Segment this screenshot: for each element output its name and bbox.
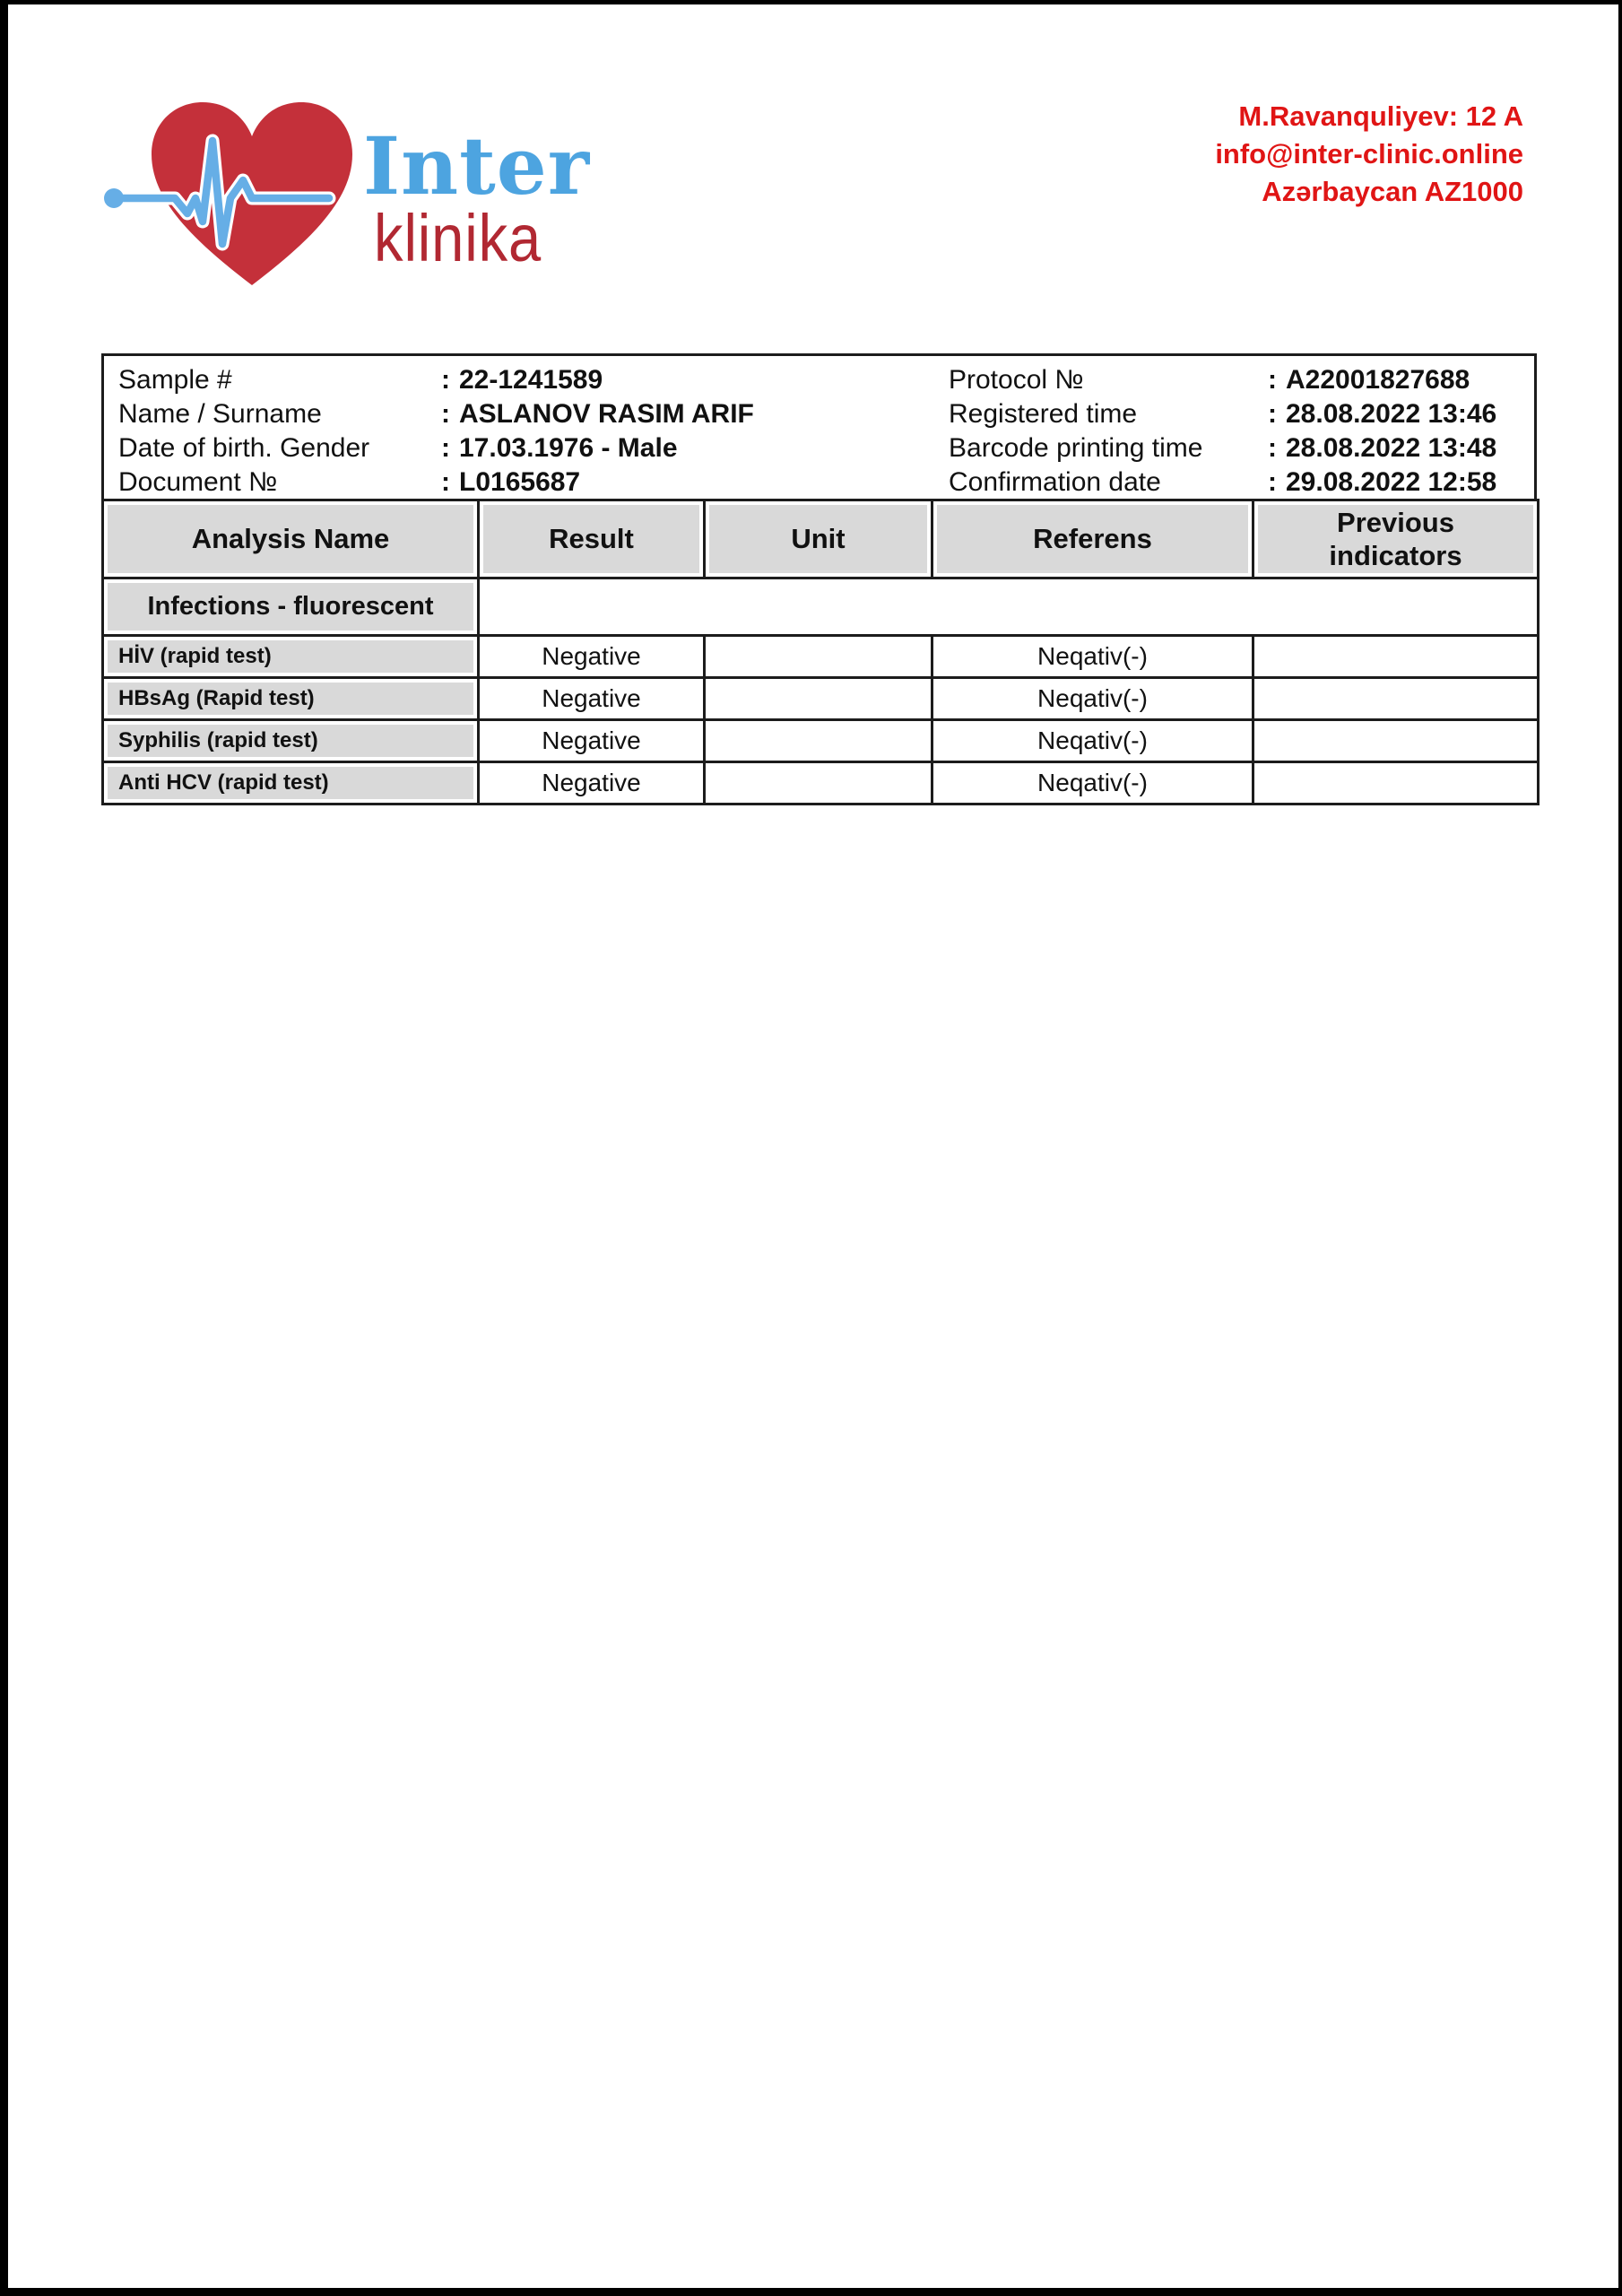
brand-name-secondary: klinika: [374, 201, 542, 275]
table-row-syphilis: [103, 720, 1539, 762]
result-cell: Negative: [479, 762, 705, 804]
document-number-label: Document №: [118, 467, 278, 497]
result-cell: Negative: [479, 678, 705, 720]
results-table: [101, 499, 1540, 805]
result-cell: Negative: [479, 636, 705, 678]
analysis-name-cell: Syphilis (rapid test): [103, 720, 479, 762]
confirmation-date-value: : 29.08.2022 12:58: [1268, 467, 1497, 497]
brand-name-primary: Inter: [363, 119, 591, 213]
unit-cell: [705, 762, 932, 804]
section-empty-cell: [479, 578, 1539, 636]
previous-indicators-cell: [1253, 720, 1539, 762]
document-number-value: : L0165687: [441, 467, 581, 497]
table-header-row: [103, 500, 1539, 578]
registered-time-label: Registered time: [949, 399, 1138, 429]
column-header-result: Result: [479, 500, 705, 578]
sample-number-value: : 22-1241589: [441, 365, 603, 395]
analysis-name-cell: HİV (rapid test): [103, 636, 479, 678]
barcode-time-value: : 28.08.2022 13:48: [1268, 433, 1497, 463]
previous-indicators-cell: [1253, 762, 1539, 804]
birthdate-gender-value: : 17.03.1976 - Male: [441, 433, 678, 463]
column-header-referens: Referens: [932, 500, 1253, 578]
confirmation-date-label: Confirmation date: [949, 467, 1161, 497]
patient-info-panel: [101, 353, 1537, 501]
table-row-hiv: [103, 636, 1539, 678]
sample-number-label: Sample #: [118, 365, 232, 395]
referens-cell: Neqativ(-): [932, 762, 1253, 804]
previous-indicators-cell: [1253, 678, 1539, 720]
unit-cell: [705, 678, 932, 720]
section-row: [103, 578, 1539, 636]
previous-indicators-cell: [1253, 636, 1539, 678]
ekg-start-dot: [104, 188, 124, 208]
unit-cell: [705, 720, 932, 762]
analysis-name-cell: HBsAg (Rapid test): [103, 678, 479, 720]
column-header-unit: Unit: [705, 500, 932, 578]
clinic-logo-heart-icon: [98, 90, 376, 300]
patient-name-value: : ASLANOV RASIM ARIF: [441, 399, 754, 429]
birthdate-gender-label: Date of birth. Gender: [118, 433, 370, 463]
referens-cell: Neqativ(-): [932, 678, 1253, 720]
unit-cell: [705, 636, 932, 678]
clinic-contact-block: [905, 98, 1523, 211]
result-cell: Negative: [479, 720, 705, 762]
referens-cell: Neqativ(-): [932, 636, 1253, 678]
analysis-name-cell: Anti HCV (rapid test): [103, 762, 479, 804]
protocol-number-label: Protocol №: [949, 365, 1084, 395]
barcode-time-label: Barcode printing time: [949, 433, 1203, 463]
contact-email: info@inter-clinic.online: [1215, 138, 1523, 170]
patient-name-label: Name / Surname: [118, 399, 322, 429]
table-row-anti-hcv: [103, 762, 1539, 804]
contact-country-line: Azərbaycan AZ1000: [1262, 176, 1523, 207]
column-header-analysis-name: Analysis Name: [103, 500, 479, 578]
table-row-hbsag: [103, 678, 1539, 720]
protocol-number-value: : A22001827688: [1268, 365, 1470, 395]
column-header-previous-indicators: Previous indicators: [1253, 500, 1539, 578]
referens-cell: Neqativ(-): [932, 720, 1253, 762]
section-title-cell: Infections - fluorescent: [103, 578, 479, 636]
contact-address-line: M.Ravanquliyev: 12 A: [1238, 100, 1523, 132]
registered-time-value: : 28.08.2022 13:46: [1268, 399, 1497, 429]
